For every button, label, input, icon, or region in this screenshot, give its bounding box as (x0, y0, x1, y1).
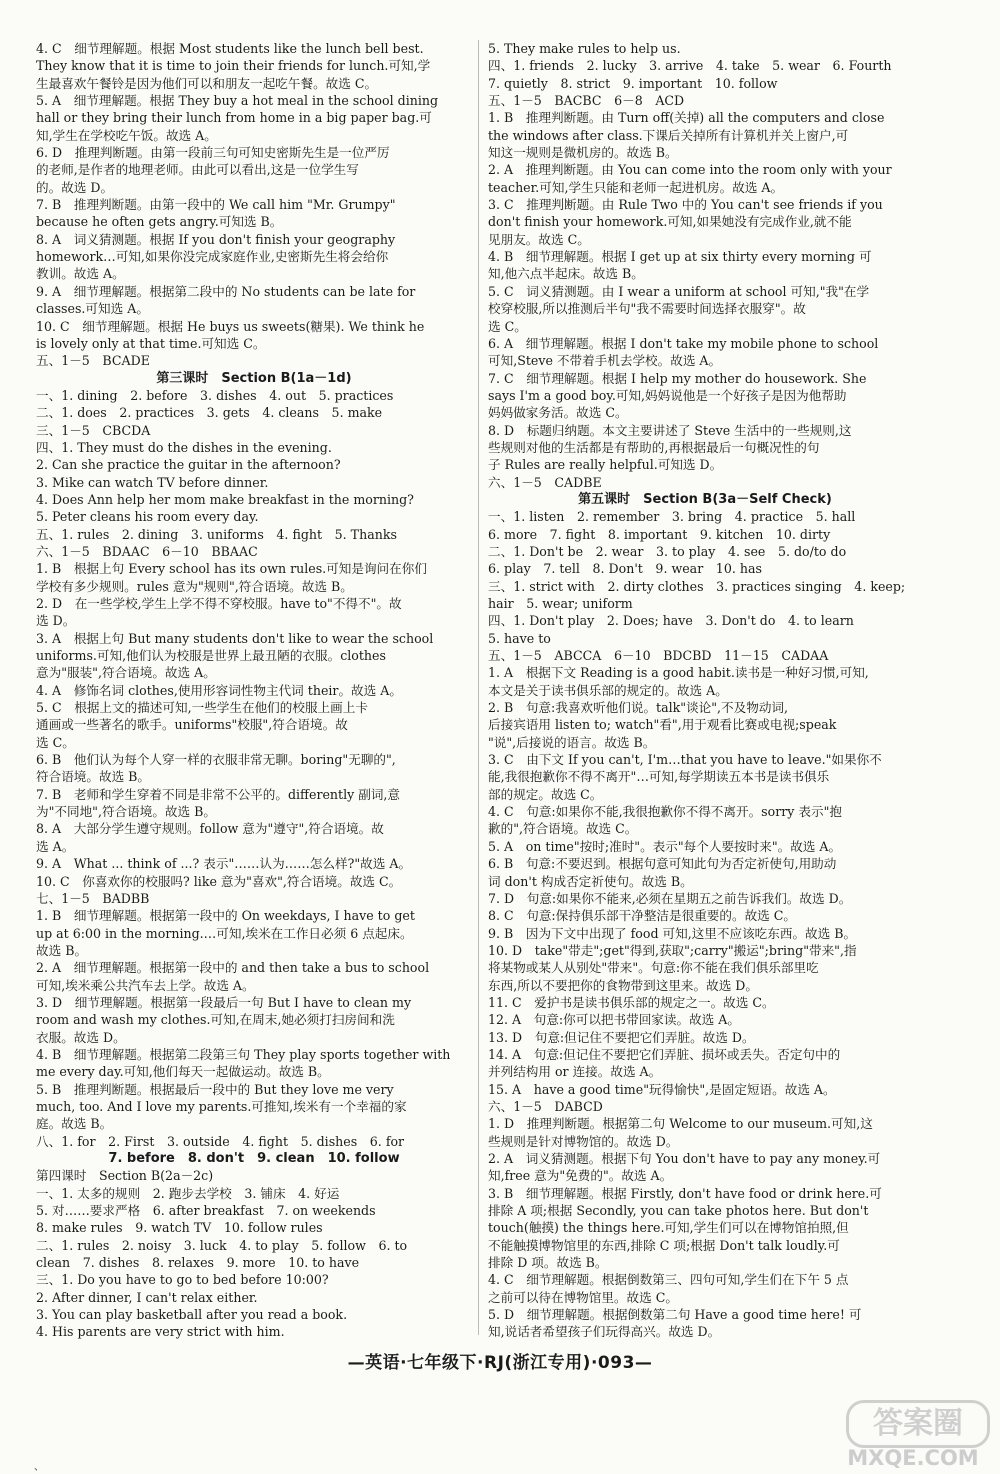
answer-line: 3. C 由下文 If you can't, I'm…that you have to leave."如果你不 (488, 752, 882, 768)
answer-line: 些规则是针对博物馆的。故选 D。 (488, 1133, 679, 1149)
answer-line: 14. A 句意:但记住不要把它们弄脏、损坏或丢失。否定句中的 (488, 1046, 841, 1062)
answer-line: hall or they bring their lunch from home in a big paper bag.可 (36, 110, 432, 126)
answer-line: 4. A 修饰名词 clothes,使用形容词性物主代词 their。故选 A。 (36, 682, 402, 698)
answer-line: 1. A 根据下文 Reading is a good habit.读书是一种好习惯,可知, (488, 665, 869, 681)
answer-line: 2. A 推理判断题。由 You can come into the room only with your (488, 162, 892, 178)
answer-line: 意为"服装",符合语境。故选 A。 (36, 665, 216, 681)
answer-line: classes.可知选 A。 (36, 301, 149, 317)
answer-line: 10. C 你喜欢你的校服吗? like 意为"喜欢",符合语境。故选 C。 (36, 873, 402, 889)
answer-line: 二、1. rules 2. noisy 3. luck 4. to play 5. follow 6. to (36, 1237, 408, 1253)
answer-line: 知,free 意为"免费的"。故选 A。 (488, 1168, 673, 1184)
answer-line: 六、1－5 DABCD (488, 1098, 603, 1114)
answer-line: 4. C 细节理解题。根据 Most students like the lunch bell best. (36, 41, 424, 56)
answer-line: 3. C 推理判断题。由 Rule Two 中的 You can't see friends if you (488, 197, 883, 213)
answer-line: 5. have to (488, 630, 551, 646)
answer-line: room and wash my clothes.可知,在周末,她必须打扫房间和洗 (36, 1012, 395, 1028)
answer-line: 12. A 句意:你可以把书带回家读。故选 A。 (488, 1012, 740, 1028)
answer-line: 6. D 推理判断题。由第一段前三句可知史密斯先生是一位严厉 (36, 145, 390, 161)
answer-line: 7. D 句意:如果你不能来,必须在星期五之前告诉我们。故选 D。 (488, 890, 852, 906)
answer-line: 6. B 他们认为每个人穿一样的衣服非常无聊。boring"无聊的", (36, 752, 396, 768)
answer-line: much, too. And I love my parents.可推知,埃米有一个幸福的家 (36, 1098, 407, 1114)
answer-line: 选 A。 (36, 838, 75, 854)
answer-line: 5. They make rules to help us. (488, 41, 681, 56)
answer-line: 5. 对……要求严格 6. after breakfast 7. on weekends (36, 1203, 376, 1219)
answer-line: 八、1. for 2. First 3. outside 4. fight 5. dishes 6. for (36, 1133, 405, 1149)
answer-line: 排除 D 项。故选 B。 (488, 1255, 608, 1271)
answer-line: 3. You can play basketball after you read a book. (36, 1307, 348, 1323)
answer-line: 6. B 句意:不要迟到。根据句意可知此句为否定祈使句,用助动 (488, 856, 837, 872)
answer-line: 4. His parents are very strict with him. (36, 1324, 285, 1340)
answer-line: 六、1－5 CADBE (488, 474, 602, 490)
answer-line: 些规则对他的生活都是有帮助的,再根据最后一句概况性的句 (488, 439, 820, 455)
answer-line: clean 7. dishes 8. relaxes 9. more 10. to have (36, 1255, 360, 1271)
answer-line: 9. A What ... think of ...? 表示"……认为……怎么样?"故选 A。 (36, 856, 412, 872)
answer-line: up at 6:00 in the morning.…可知,埃米在工作日必须 6 点起床。 (36, 925, 413, 941)
answer-line: 将某物或某人从别处"带来"。句意:你不能在我们俱乐部里吃 (488, 960, 819, 976)
answer-line: 5. C 词义猜测题。由 I wear a uniform at school 可知,"我"在学 (488, 283, 870, 299)
answer-line: 5. D 细节理解题。根据倒数第二句 Have a good time here! 可 (488, 1307, 862, 1323)
answer-line: 2. D 在一些学校,学生上学不得不穿校服。have to"不得不"。故 (36, 596, 402, 611)
answer-line: 5. A on time"按时;准时"。表示"每个人要按时来"。故选 A。 (488, 838, 842, 854)
answer-line: 四、1. They must do the dishes in the evening. (36, 439, 332, 455)
answer-line: 4. C 细节理解题。根据倒数第三、四句可知,学生们在下午 5 点 (488, 1272, 849, 1288)
answer-line: 4. B 细节理解题。根据第二段第三句 They play sports together with (36, 1046, 451, 1062)
answer-line: 三、1－5 CBCDA (36, 422, 151, 438)
answer-line: 3. B 细节理解题。根据 Firstly, don't have food or drink here.可 (488, 1185, 882, 1201)
section-heading: 第三课时 Section B(1a－1d) (156, 370, 352, 386)
answer-line: 衣服。故选 D。 (36, 1029, 126, 1045)
column-divider (478, 40, 479, 1335)
answer-line: 知,学生在学校吃午饭。故选 A。 (36, 127, 217, 143)
answer-line: 7. quietly 8. strict 9. important 10. follow (488, 75, 778, 91)
answer-line: 6. play 7. tell 8. Don't 9. wear 10. has (488, 561, 762, 577)
answer-line: 5. Peter cleans his room every day. (36, 509, 259, 525)
answer-line: 2. B 句意:我喜欢听他们说。talk"谈论",不及物动词, (488, 700, 789, 716)
answer-line: is lovely only at that time.可知选 C。 (36, 335, 266, 351)
answer-line: 9. A 细节理解题。根据第二段中的 No students can be late for (36, 283, 416, 299)
answer-line: 知这一规则是微机房的。故选 B。 (488, 145, 678, 161)
answer-line: because he often gets angry.可知选 B。 (36, 214, 283, 230)
answer-line: 四、1. friends 2. lucky 3. arrive 4. take 5. wear 6. Fourth (488, 58, 892, 74)
answer-line: 排除 A 项;根据 Secondly, you can take photos here. But don't (488, 1203, 869, 1219)
answer-line: 六、1－5 BDAAC 6－10 BBAAC (36, 543, 258, 559)
answer-line: 3. D 细节理解题。根据第一段最后一句 But I have to clean my (36, 994, 412, 1010)
answer-line: 1. B 推理判断题。由 Turn off(关掉) all the computers and close (488, 110, 885, 126)
answer-line: 东西,所以不要把你的食物带到这里来。故选 D。 (488, 977, 758, 993)
answer-line: touch(触摸) the things here.可知,学生们可以在博物馆拍照,但 (488, 1220, 849, 1236)
answer-line: 学校有多少规则。rules 意为"规则",符合语境。故选 B。 (36, 578, 353, 594)
answer-line: 1. D 推理判断题。根据第二句 Welcome to our museum.可知,这 (488, 1116, 873, 1132)
answer-line: 4. Does Ann help her mom make breakfast in the morning? (36, 491, 414, 507)
answer-line: 之前可以待在博物馆里。故选 C。 (488, 1289, 678, 1305)
answer-line: 五、1. rules 2. dining 3. uniforms 4. fight 5. Thanks (36, 526, 397, 542)
answer-line: 4. B 细节理解题。根据 I get up at six thirty every morning 可 (488, 249, 872, 265)
answer-line: 8. make rules 9. watch TV 10. follow rules (36, 1220, 323, 1236)
answer-line: 知,他六点半起床。故选 B。 (488, 266, 644, 282)
answer-line: 五、1－5 BACBC 6－8 ACD (488, 93, 685, 109)
answer-line: 词 don't 构成否定祈使句。故选 B。 (488, 873, 693, 889)
answer-line: 知,说话者希望孩子们玩得高兴。故选 D。 (488, 1324, 721, 1340)
answer-line: 二、1. Don't be 2. wear 3. to play 4. see 5. do/to do (488, 543, 847, 559)
answer-line: 后接宾语用 listen to; watch"看",用于观看比赛或电视;speak (488, 717, 837, 733)
answer-line: 能,我很抱歉你不得不离开"…可知,每学期读五本书是读书俱乐 (488, 769, 830, 785)
answer-line: 二、1. does 2. practices 3. gets 4. cleans 5. make (36, 405, 383, 421)
answer-line: 6. A 细节理解题。根据 I don't take my mobile phone to school (488, 335, 879, 351)
answer-line: 选 D。 (36, 613, 76, 629)
answer-line: 11. C 爱护书是读书俱乐部的规定之一。故选 C。 (488, 994, 775, 1010)
corner-mark: 、 (34, 1462, 44, 1473)
answer-line: 1. B 根据上句 Every school has its own rules.可知是询问在你们 (36, 561, 427, 577)
answer-line: 4. C 句意:如果你不能,我很抱歉你不得不离开。sorry 表示"抱 (488, 804, 842, 820)
answer-line: 6. more 7. fight 8. important 9. kitchen 10. dirty (488, 526, 831, 542)
answer-line: 五、1－5 ABCCA 6－10 BDCBD 11－15 CADAA (488, 648, 829, 664)
answer-line: teacher.可知,学生只能和老师一起进机房。故选 A。 (488, 179, 784, 195)
answer-line: 部的规定。故选 C。 (488, 786, 603, 802)
answer-line: 五、1－5 BCADE (36, 353, 150, 369)
section-heading: 7. before 8. don't 9. clean 10. follow (108, 1151, 400, 1166)
answer-line: 可知,埃米乘公共汽车去上学。故选 A。 (36, 977, 255, 993)
answer-line: me every day.可知,他们每天一起做运动。故选 B。 (36, 1064, 330, 1080)
answer-line: 七、1－5 BADBB (36, 890, 150, 906)
answer-line: 本文是关于读书俱乐部的规定的。故选 A。 (488, 682, 728, 698)
answer-line: 15. A have a good time"玩得愉快",是固定短语。故选 A。 (488, 1081, 836, 1097)
answer-line: 的。故选 D。 (36, 179, 114, 195)
answer-line: 第四课时 Section B(2a－2c) (36, 1168, 214, 1184)
answer-line: 可知,Steve 不带着手机去学校。故选 A。 (488, 353, 722, 369)
answer-line: 四、1. Don't play 2. Does; have 3. Don't do 4. to learn (488, 613, 854, 629)
answer-line: 3. A 根据上句 But many students don't like to wear the school (36, 630, 434, 646)
answer-line: 的老师,是作者的地理老师。由此可以看出,这是一位学生写 (36, 162, 359, 178)
answer-line: the windows after class.下课后关掉所有计算机并关上窗户,可 (488, 127, 849, 143)
answer-line: 教训。故选 A。 (36, 266, 125, 282)
watermark (838, 1400, 988, 1470)
answer-line: 见朋友。故选 C。 (488, 231, 590, 247)
watermark-url: MXQE.COM (847, 1446, 979, 1470)
answer-line: 5. C 根据上文的描述可知,一些学生在他们的校服上画上卡 (36, 700, 368, 716)
answer-line: uniforms.可知,他们认为校服是世界上最丑陋的衣服。clothes (36, 648, 386, 664)
answer-line: 3. Mike can watch TV before dinner. (36, 474, 269, 490)
answer-line: 并列结构用 or 连接。故选 A。 (488, 1064, 662, 1080)
right-column (488, 40, 922, 1341)
answer-line: 8. A 大部分学生遵守规则。follow 意为"遵守",符合语境。故 (36, 821, 384, 837)
answer-line: 歉的",符合语境。故选 C。 (488, 821, 638, 837)
answer-line: hair 5. wear; uniform (488, 596, 633, 611)
answer-line: don't finish your homework.可知,如果她没有完成作业,就不能 (488, 214, 852, 230)
answer-line: 10. C 细节理解题。根据 He buys us sweets(糖果). We think he (36, 318, 425, 334)
answer-line: 选 C。 (488, 318, 527, 334)
answer-line: 选 C。 (36, 734, 75, 750)
answer-line: 7. C 细节理解题。根据 I help my mother do housework. She (488, 370, 867, 386)
answer-line: 庭。故选 B。 (36, 1116, 113, 1132)
answer-line: 妈妈做家务活。故选 C。 (488, 405, 628, 421)
left-column (36, 40, 472, 1341)
answer-line: 2. After dinner, I can't relax either. (36, 1289, 258, 1305)
answer-line: 为"不同地",符合语境。故选 B。 (36, 804, 216, 820)
answer-line: 不能触摸博物馆里的东西,排除 C 项;根据 Don't talk loudly.可 (488, 1237, 840, 1253)
answer-line: 7. B 老师和学生穿着不同是非常不公平的。differently 副词,意 (36, 786, 401, 802)
answer-line: 一、1. listen 2. remember 3. bring 4. practice 5. hall (488, 509, 856, 525)
answer-line: 8. A 词义猜测题。根据 If you don't finish your geography (36, 231, 396, 247)
answer-line: 7. B 推理判断题。由第一段中的 We call him "Mr. Grumpy" (36, 197, 396, 213)
page-footer: —英语·七年级下·RJ(浙江专用)·093— (347, 1353, 653, 1373)
answer-line: 三、1. Do you have to go to bed before 10:00? (36, 1272, 329, 1288)
answer-line: 2. A 细节理解题。根据第一段中的 and then take a bus to school (36, 960, 430, 976)
answer-line: 5. A 细节理解题。根据 They buy a hot meal in the school dining (36, 93, 439, 109)
answer-line: 13. D 句意:但记住不要把它们弄脏。故选 D。 (488, 1029, 755, 1045)
answer-line: 符合语境。故选 B。 (36, 769, 151, 785)
answer-line: 一、1. 太多的规则 2. 跑步去学校 3. 铺床 4. 好运 (36, 1185, 340, 1201)
section-heading: 第五课时 Section B(3a－Self Check) (578, 491, 832, 507)
answer-line: 2. Can she practice the guitar in the afternoon? (36, 457, 341, 473)
answer-line: They know that it is time to join their friends for lunch.可知,学 (36, 58, 431, 74)
answer-line: 1. B 细节理解题。根据第一段中的 On weekdays, I have to get (36, 908, 415, 924)
answer-line: 8. C 句意:保持俱乐部干净整洁是很重要的。故选 C。 (488, 908, 797, 924)
answer-line: says I'm a good boy.可知,妈妈说他是一个好孩子是因为他帮助 (488, 387, 847, 403)
answer-line: 三、1. strict with 2. dirty clothes 3. practices singing 4. keep; (488, 578, 906, 594)
answer-line: 校穿校服,所以推测后半句"我不需要时间选择衣服穿"。故 (488, 301, 806, 317)
answer-line: 一、1. dining 2. before 3. dishes 4. out 5. practices (36, 387, 394, 403)
answer-line: "说",后接说的语言。故选 B。 (488, 734, 656, 750)
answer-line: 5. B 推理判断题。根据最后一段中的 But they love me very (36, 1081, 394, 1097)
answer-line: 生最喜欢午餐铃是因为他们可以和朋友一起吃午餐。故选 C。 (36, 75, 378, 91)
answer-line: 2. A 词义猜测题。根据下句 You don't have to pay any money.可 (488, 1151, 881, 1166)
answer-line: 10. D take"带走";get"得到,获取";carry"搬运";bring"带来",指 (488, 942, 857, 958)
answer-line: 故选 B。 (36, 942, 88, 958)
answer-line: 通画或一些著名的歌手。uniforms"校服",符合语境。故 (36, 717, 348, 733)
answer-line: 8. D 标题归纳题。本文主要讲述了 Steve 生活中的一些规则,这 (488, 422, 852, 438)
answer-line: homework…可知,如果你没完成家庭作业,史密斯先生将会给你 (36, 249, 389, 265)
watermark-logo: 答案圈 (846, 1400, 990, 1448)
answer-line: 子 Rules are really helpful.可知选 D。 (488, 457, 723, 473)
answer-line: 9. B 因为下文中出现了 food 可知,这里不应该吃东西。故选 B。 (488, 925, 857, 941)
